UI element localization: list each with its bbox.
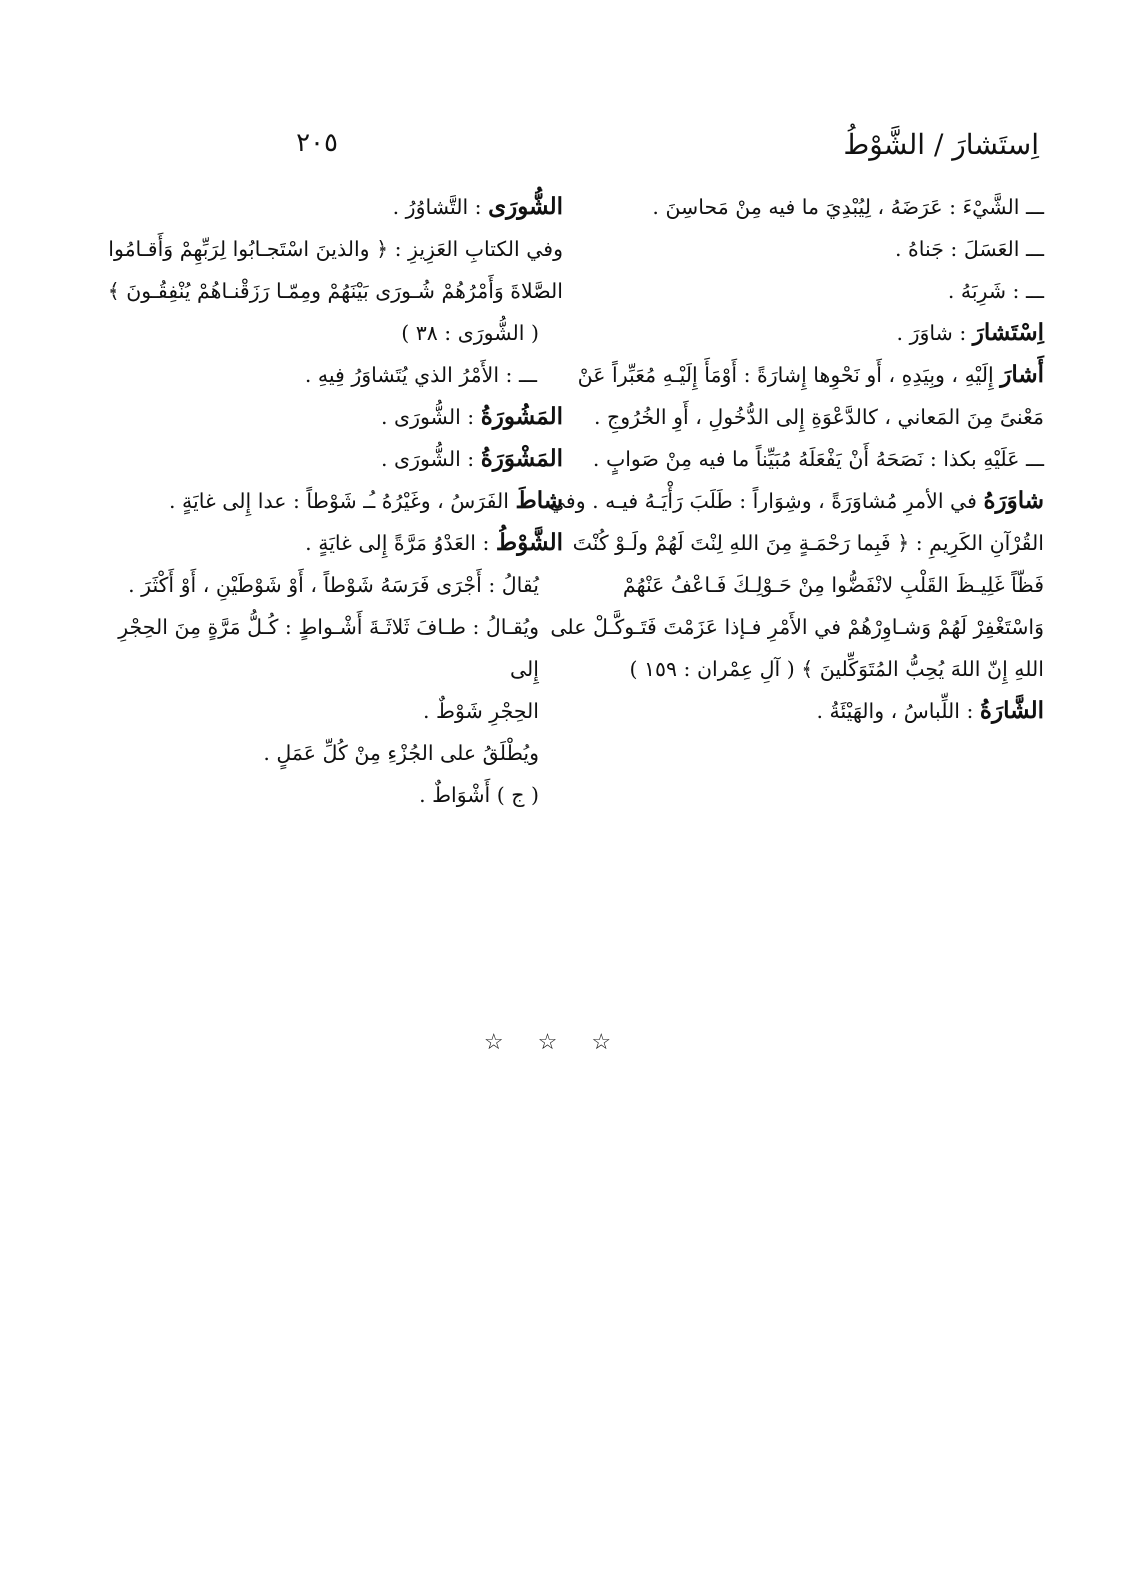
quran-quote-line: الصَّلاةَ وَأَمْرُهُمْ شُـورَى بَيْنَهُمْ ومِمّـا رَزَقْنـاهُمْ يُنْفِقُـونَ ﴾ (107, 279, 563, 303)
quran-quote-line: القُرْآنِ الكَرِيمِ : ﴿ فَبِما رَحْمَـةٍ مِنَ اللهِ لِنْتَ لَهُمْ ولَـوْ كُنْتَ (572, 531, 1044, 555)
definition: : التَّشاوُرُ . (392, 195, 489, 219)
section-divider (0, 1030, 1129, 1055)
entry-mashwara (98, 438, 563, 480)
sub-entry: ـــ عَلَيْهِ بكذا : نَصَحَهُ أَنْ يَفْعَلَهُ مُبَيِّناً ما فيه مِنْ صَوابٍ . (592, 447, 1044, 471)
entry-line: ـــ الشَّيْءَ : عَرَضَهُ ، لِيُبْدِيَ ما فيه مِنْ مَحاسِنَ . (652, 195, 1044, 219)
page-header (0, 128, 1129, 178)
headword: الشَّوْطُ (495, 529, 563, 556)
star-icon: ☆ (591, 1030, 646, 1055)
example-line: يُقالُ : أَجْرَى فَرَسَهُ شَوْطاً ، أَوْ شَوْطَيْنِ ، أَوْ أَكْثَرَ . (128, 573, 539, 597)
definition: في الأمرِ مُشاوَرَةً ، وشِوَاراً : طَلَبَ رَأْيَـهُ فيـه . وفي (548, 489, 984, 513)
definition-line: مَعْنىً مِنَ المَعاني ، كالدَّعْوَةِ إِلى الدُّخُولِ ، أَوِ الخُرُوجِ . (593, 405, 1044, 429)
headword: أَشارَ (1000, 361, 1044, 388)
quran-quote-line: فَظّاً غَلِيـظَ القَلْبِ لانْفَضُّوا مِنْ حَـوْلِـكَ فَـاعْفُ عَنْهُمْ (622, 573, 1044, 597)
headword: الشُّورَى (488, 193, 563, 220)
star-icon: ☆ (537, 1030, 592, 1055)
running-title: اِستَشارَ / الشَّوْطُ (843, 128, 1039, 161)
example-line: ويُطْلَقُ على الجُزْءِ مِنْ كُلِّ عَمَلٍ . (263, 741, 539, 765)
headword: المَشْوَرَةُ (480, 445, 563, 472)
entry-shata (98, 480, 563, 522)
headword: الشَّارَةُ (979, 697, 1044, 724)
entry-shawt (98, 522, 563, 564)
quran-quote-line: اللهِ إِنّ اللهَ يُحِبُّ المُتَوَكِّلينَ ﴾ ( آلِ عِمْران : ١٥٩ ) (629, 657, 1044, 681)
entry-ashara (539, 354, 1044, 396)
quran-reference: ( الشُّورَى : ٣٨ ) (401, 321, 539, 345)
definition: الفَرَسُ ، وغَيْرُهُ ـُـ شَوْطاً : عدا إِلى غايَةٍ . (169, 489, 516, 513)
definition: : الشُّورَى . (380, 405, 481, 429)
entry-line: ـــ العَسَلَ : جَناهُ . (895, 237, 1044, 261)
entry-shawara (539, 480, 1044, 522)
page-number: ٢٠٥ (296, 128, 338, 158)
example-line: ويُقـالُ : طـافَ ثَلاثَـةَ أَشْـواطٍ : كُـلُّ مَرَّةٍ مِنَ الحِجْرِ إِلى (118, 615, 539, 681)
plural-form: ( ج ) أَشْوَاطٌ . (419, 783, 539, 807)
headword: شاطَ (515, 487, 563, 514)
right-column (539, 186, 1044, 732)
example-line: الحِجْرِ شَوْطٌ . (423, 699, 539, 723)
left-column (98, 186, 563, 816)
definition: : الشُّورَى . (380, 447, 481, 471)
entry-istashar (539, 312, 1044, 354)
entry-mashura (98, 396, 563, 438)
sub-entry: ـــ : الأَمْرُ الذي يُتَشاوَرُ فِيهِ . (304, 363, 537, 387)
definition: : شاوَرَ . (896, 321, 973, 345)
headword: اِسْتَشارَ (972, 319, 1044, 346)
definition: : العَدْوُ مَرَّةً إِلى غايَةٍ . (305, 531, 496, 555)
headword: المَشُورَةُ (480, 403, 563, 430)
entry-line: ـــ : شَرِبَهُ . (947, 279, 1044, 303)
entry-shara (539, 690, 1044, 732)
headword: شاوَرَهُ (983, 487, 1044, 514)
definition: إِلَيْهِ ، وبِيَدِهِ ، أَو نَحْوِها إِشارَةً : أَوْمَأَ إِلَيْـهِ مُعَبِّراً عَنْ (577, 363, 1001, 387)
entry-shura (98, 186, 563, 228)
definition: : اللِّباسُ ، والهَيْئَةُ . (816, 699, 980, 723)
quran-quote-line: وفي الكتابِ العَزِيزِ : ﴿ والذينَ اسْتَجـابُوا لِرَبِّهِمْ وَأَقـامُوا (108, 237, 563, 261)
star-icon: ☆ (483, 1030, 538, 1055)
quran-quote-line: وَاسْتَغْفِرْ لَهُمْ وَشـاوِرْهُمْ في الأَمْرِ فـإذا عَزَمْتَ فَتَـوكَّـلْ على (550, 615, 1044, 639)
